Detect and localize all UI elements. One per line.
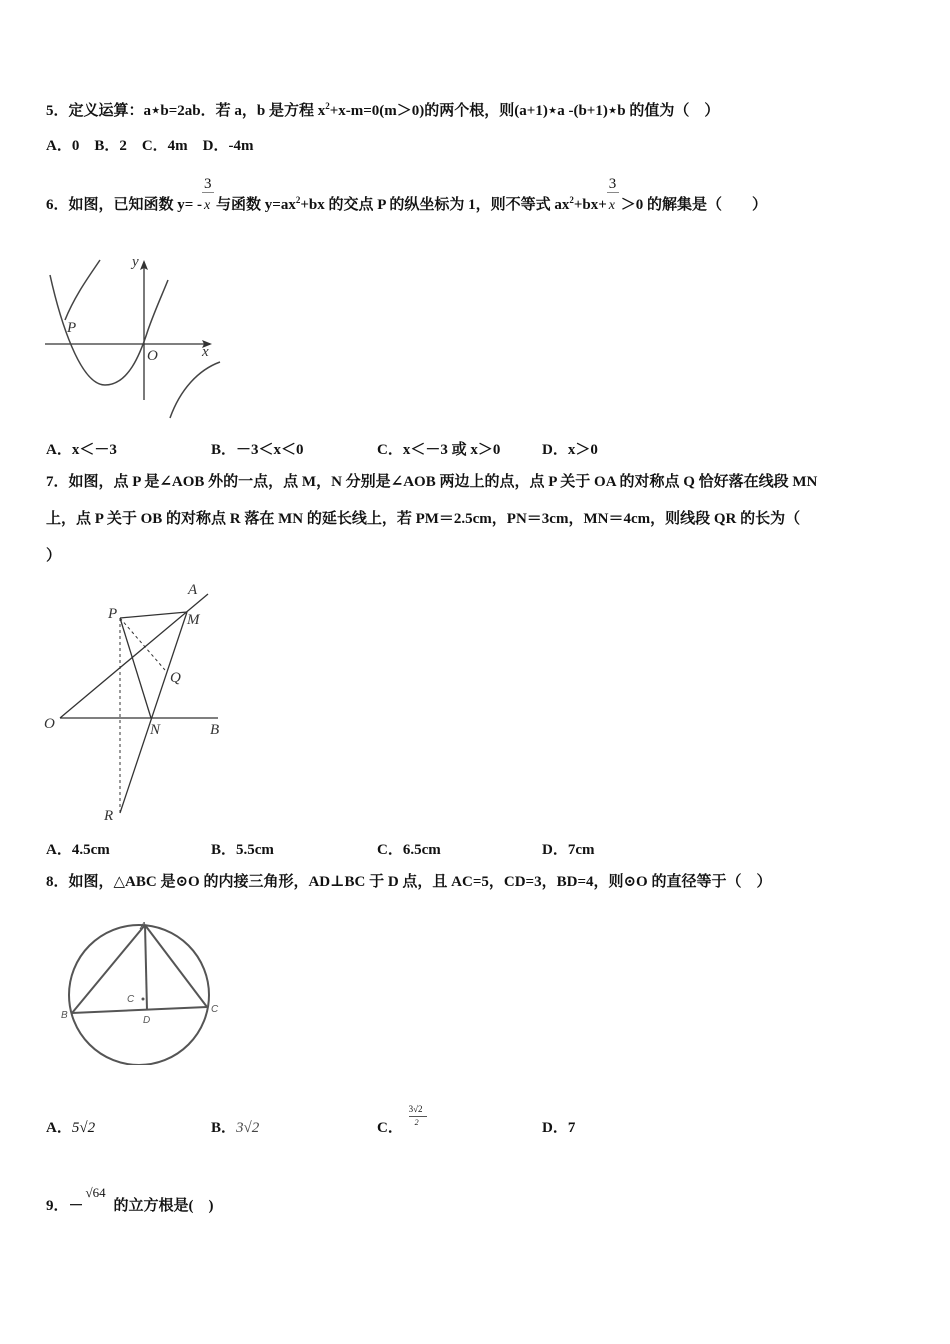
q9-stem: 9．－ √64 的立方根是( ) <box>46 1196 214 1217</box>
label-d: D <box>143 1015 151 1026</box>
label-b: B <box>61 1010 68 1021</box>
label-y: y <box>132 254 139 270</box>
label-r: R <box>104 808 114 824</box>
q6-option-a: A．x＜－3 <box>46 442 117 458</box>
q7-stem-line3: ） <box>46 548 62 564</box>
hyperbola-right-branch <box>170 362 220 418</box>
q8-figure <box>55 915 235 1065</box>
q7-figure <box>40 578 240 828</box>
q7-stem-line2: 上，点 P 关于 OB 的对称点 R 落在 MN 的延长线上，若 PM＝2.5cm，PN＝3cm，MN＝4cm，则线段 QR 的长为（ <box>46 511 801 527</box>
label-o: O <box>44 716 55 732</box>
label-q: Q <box>170 670 181 686</box>
segment-pm <box>120 612 187 618</box>
hyperbola-left-branch <box>65 260 100 320</box>
segment-ad <box>145 925 147 1010</box>
q7-option-b: B．5.5cm <box>211 842 274 858</box>
q7-option-a: A．4.5cm <box>46 842 110 858</box>
q5-stem: 5．定义运算：a⋆b=2ab．若 a，b 是方程 $x^2+x-m=0(m>0)$的两个根，则(a+1)⋆a -(b+1)⋆b 的值为（ ） <box>46 101 720 119</box>
q6-option-d: D．x＞0 <box>542 442 598 458</box>
q8-option-c: C． $\frac{3√2}{2}$ <box>377 1116 431 1138</box>
q6-fraction-2: $\frac{3}{x}$ <box>607 196 621 216</box>
segment-ac <box>145 925 207 1007</box>
label-p: P <box>67 320 77 336</box>
circle-o <box>69 925 209 1065</box>
label-p: P <box>108 606 118 622</box>
q9-radical: √64 <box>85 1184 106 1200</box>
q7-option-d: D．7cm <box>542 842 595 858</box>
q8-option-c-fraction: $\frac{3√2}{2}$ <box>407 1120 431 1138</box>
q8-option-b: B．3√2 <box>211 1120 260 1136</box>
segment-pn <box>120 618 151 718</box>
q7-stem-line1: 7．如图，点 P 是∠AOB 外的一点，点 M，N 分别是∠AOB 两边上的点，点 P 关于 OA 的对称点 Q 恰好落在线段 MN <box>46 474 818 490</box>
segment-mr <box>120 612 187 813</box>
q8-option-d: D．7 <box>542 1120 576 1136</box>
q8-option-a: A．5√2 <box>46 1120 96 1136</box>
q8-stem: 8．如图，△ABC 是⊙O 的内接三角形，AD⊥BC 于 D 点，且 AC=5，CD=3，BD=4，则⊙O 的直径等于（ ） <box>46 874 772 890</box>
label-center: C <box>127 994 135 1005</box>
label-n: N <box>150 722 161 738</box>
label-a: A <box>188 582 198 598</box>
q6-option-b: B．－3＜x＜0 <box>211 442 304 458</box>
q7-option-c: C．6.5cm <box>377 842 441 858</box>
q6-stem: 6．如图，已知函数 y= - $\frac{3}{x}$ 与函数 $y=ax^2+bx$ 的交点 P 的纵坐标为 1，则不等式 $ax^2+bx+$ $\frac{3}{x}$ ＞0 的解集是（ ） <box>46 195 767 216</box>
label-c: C <box>211 1004 219 1015</box>
q5-options: A．0 B．2 C．4m D．-4m <box>46 138 254 154</box>
label-x: x <box>202 344 209 360</box>
q6-fraction-1: $\frac{3}{x}$ <box>202 196 216 216</box>
center-point <box>142 998 145 1001</box>
q6-option-c: C．x＜－3 或 x＞0 <box>377 442 501 458</box>
label-b: B <box>210 722 220 738</box>
label-o: O <box>147 348 158 364</box>
label-m: M <box>187 612 200 628</box>
q6-figure <box>40 250 230 425</box>
segment-bc <box>72 1007 207 1013</box>
label-a: A <box>140 921 147 932</box>
